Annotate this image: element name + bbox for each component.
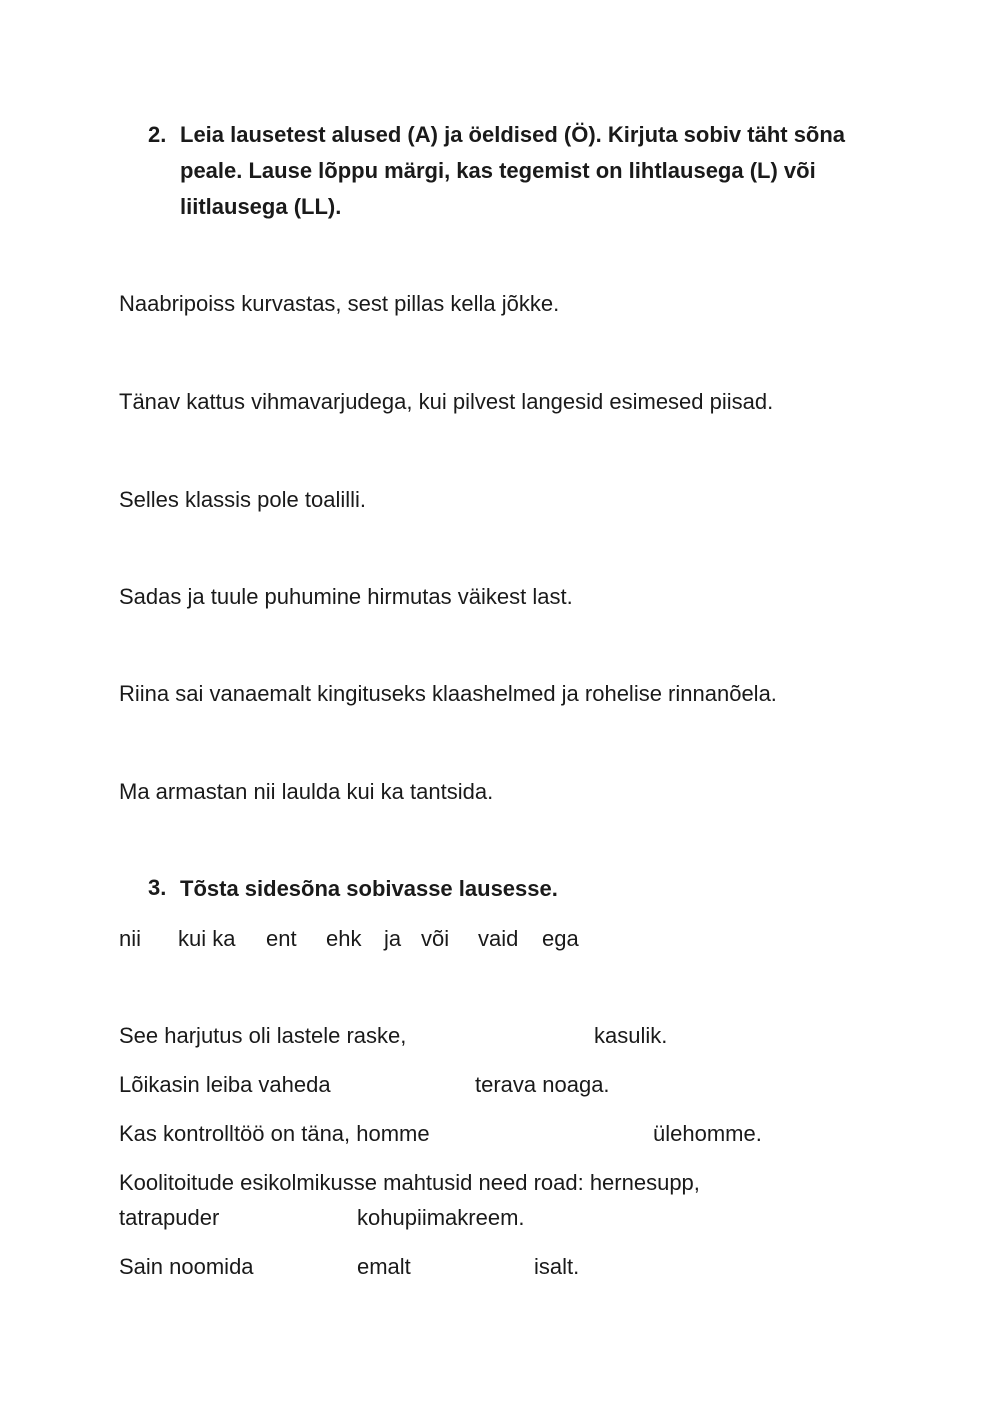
word-chip-kui-ka[interactable]: kui ka [178, 926, 236, 951]
drop-zone-2[interactable] [358, 1071, 468, 1101]
word-chip-ent[interactable]: ent [266, 926, 297, 951]
task3-sentence-4-line1: Koolitoitude esikolmikusse mahtusid need road: hernesupp, [119, 1170, 700, 1195]
task3-sentence-2-start: Lõikasin leiba vaheda [119, 1072, 331, 1097]
drop-zone-3[interactable] [480, 1120, 645, 1150]
task2-sentence-5[interactable]: Riina sai vanaemalt kingituseks klaashelmed ja rohelise rinnanõela. [119, 681, 777, 706]
task3-number: 3. [148, 875, 167, 900]
task3-sentence-5-start: Sain noomida [119, 1254, 254, 1279]
word-chip-vaid[interactable]: vaid [478, 926, 519, 951]
task3-sentence-5-end: isalt. [534, 1254, 580, 1279]
drop-zone-5b[interactable] [428, 1253, 528, 1283]
task2-sentence-1[interactable]: Naabripoiss kurvastas, sest pillas kella jõkke. [119, 291, 560, 316]
drop-zone-1[interactable] [445, 1022, 585, 1052]
word-chip-voi[interactable]: või [421, 926, 450, 951]
task3-sentence-3-end: ülehomme. [653, 1121, 762, 1146]
word-chip-ehk[interactable]: ehk [326, 926, 362, 951]
word-chip-ega[interactable]: ega [542, 926, 579, 951]
task3-sentence-4-end: kohupiimakreem. [357, 1205, 525, 1230]
task3-sentence-1-start: See harjutus oli lastele raske, [119, 1023, 407, 1048]
word-chip-ja[interactable]: ja [384, 926, 402, 951]
task3-sentence-5-middle: emalt [357, 1254, 411, 1279]
task2-sentence-6[interactable]: Ma armastan nii laulda kui ka tantsida. [119, 779, 494, 804]
task2-sentence-3[interactable]: Selles klassis pole toalilli. [119, 487, 366, 512]
task3-sentence-1-end: kasulik. [594, 1023, 668, 1048]
drop-zone-5a[interactable] [275, 1253, 350, 1283]
task3-sentence-4-start: tatrapuder [119, 1205, 220, 1230]
task2-number: 2. [148, 122, 167, 147]
task3-sentence-3-start: Kas kontrolltöö on täna, homme [119, 1121, 430, 1146]
drop-zone-4[interactable] [245, 1204, 350, 1234]
task2-sentence-2[interactable]: Tänav kattus vihmavarjudega, kui pilvest langesid esimesed piisad. [119, 389, 774, 414]
word-chip-nii[interactable]: nii [119, 926, 142, 951]
task2-sentence-4[interactable]: Sadas ja tuule puhumine hirmutas väikest last. [119, 584, 573, 609]
task3-sentence-2-end: terava noaga. [475, 1072, 610, 1097]
task3-instruction: Tõsta sidesõna sobivasse lausesse. [180, 876, 558, 901]
task2-instruction: Leia lausetest alused (A) ja öeldised (Ö). Kirjuta sobiv täht sõna peale. Lause lõppu märgi, kas tegemist on lihtlausega (L) või liitlausega (LL). [180, 122, 846, 219]
